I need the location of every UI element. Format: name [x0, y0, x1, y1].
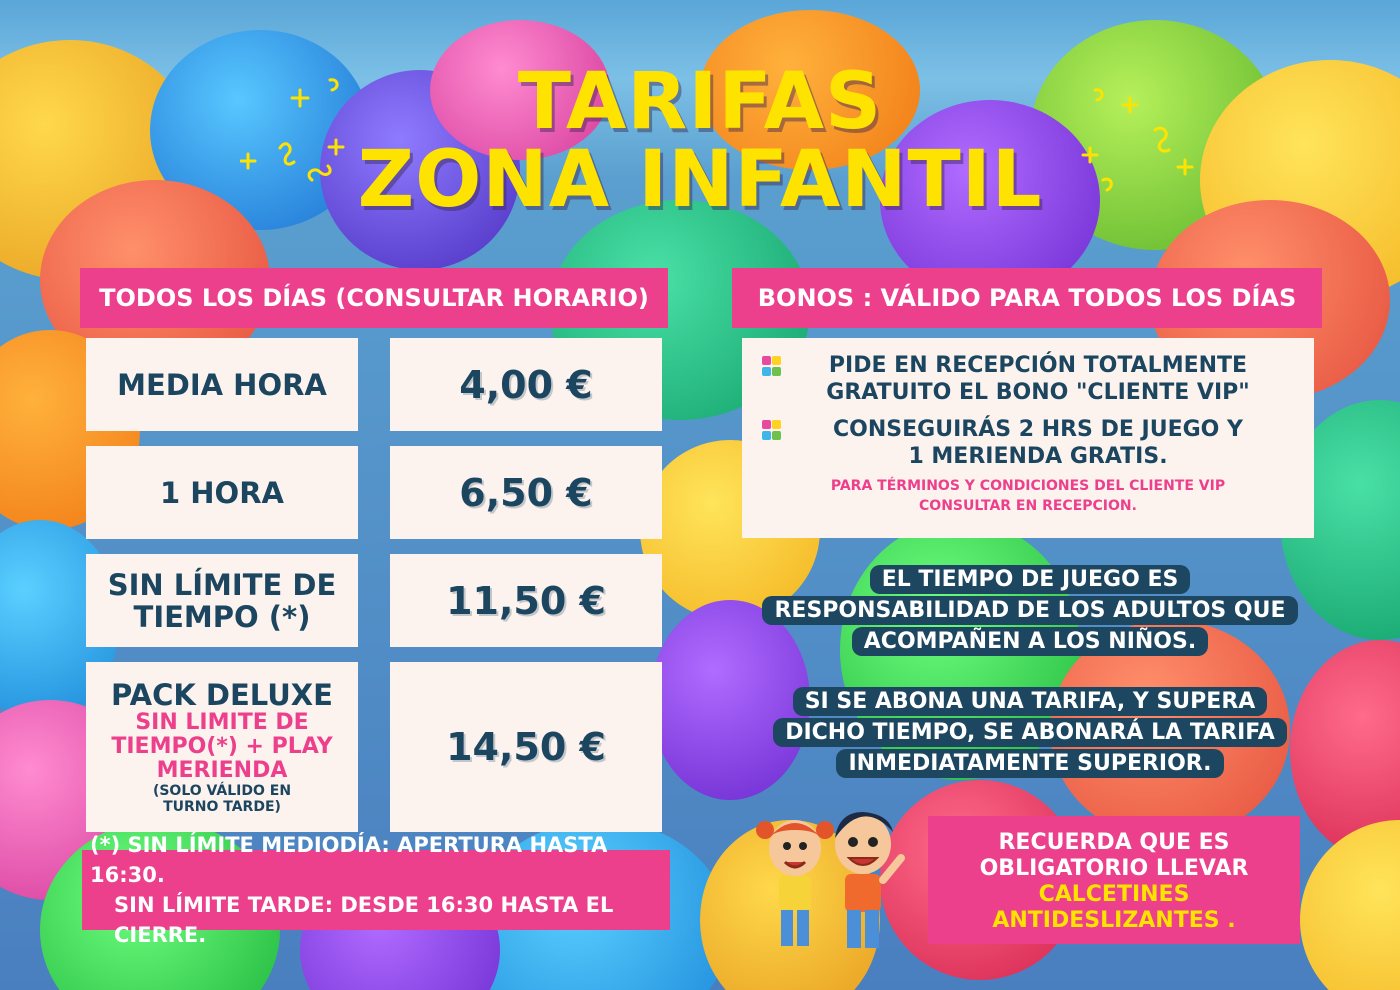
bonus-item2-line2: 1 MERIENDA GRATIS. — [908, 444, 1168, 469]
bonus-terms-line2: CONSULTAR EN RECEPCION. — [919, 498, 1137, 514]
pack-deluxe-sub-line2: TIEMPO(*) + PLAY — [111, 734, 333, 759]
rate-price-unlimited — [390, 554, 662, 647]
notice1-line2: RESPONSABILIDAD DE LOS ADULTOS QUE — [762, 596, 1297, 625]
rate-label-half-hour — [86, 338, 358, 431]
page-title-line2: ZONA INFANTIL — [357, 135, 1043, 225]
notice1-line1: EL TIEMPO DE JUEGO ES — [870, 565, 1191, 594]
notice2-line3: INMEDIATAMENTE SUPERIOR. — [836, 749, 1223, 778]
rate-label-line1: SIN LÍMITE DE — [107, 567, 337, 602]
rate-price-text: 4,00 € — [459, 362, 593, 407]
rate-label-unlimited — [86, 554, 358, 647]
rate-label-pack-deluxe — [86, 662, 358, 832]
bonus-item2-line1: CONSEGUIRÁS 2 HRS DE JUEGO Y — [833, 417, 1243, 442]
rate-price-text: 14,50 € — [446, 725, 606, 769]
kids-illustration — [745, 800, 915, 955]
rate-price-pack-deluxe — [390, 662, 662, 832]
page-title-line1: TARIFAS — [517, 57, 883, 147]
rate-price-one-hour — [390, 446, 662, 539]
pack-deluxe-note-line2: TURNO TARDE) — [163, 799, 281, 815]
bonus-item1-line1: PIDE EN RECEPCIÓN TOTALMENTE — [828, 353, 1248, 378]
pack-deluxe-sub-line3: MERIENDA — [156, 758, 288, 783]
notice1-line3: ACOMPAÑEN A LOS NIÑOS. — [852, 627, 1208, 656]
socks-reminder — [928, 816, 1300, 944]
footnote-line2: SIN LÍMITE TARDE: DESDE 16:30 HASTA EL CIERRE. — [114, 893, 614, 947]
rate-label-one-hour — [86, 446, 358, 539]
puzzle-icon — [762, 418, 782, 444]
reminder-line1: RECUERDA QUE ES — [998, 830, 1230, 855]
pack-deluxe-sub-line1: SIN LIMITE DE — [135, 710, 309, 735]
daily-rates-header: TODOS LOS DÍAS (CONSULTAR HORARIO) — [80, 268, 668, 328]
unlimited-footnote — [82, 833, 670, 947]
rate-price-half-hour — [390, 338, 662, 431]
responsibility-notice — [740, 564, 1320, 657]
reminder-line3: CALCETINES — [1038, 882, 1190, 907]
rate-label-text: MEDIA HORA — [117, 367, 327, 402]
bonus-card — [742, 338, 1314, 538]
rate-price-text: 6,50 € — [459, 470, 593, 515]
bonus-terms-line1: PARA TÉRMINOS Y CONDICIONES DEL CLIENTE VIP — [830, 478, 1226, 494]
rate-label-line2: TIEMPO (*) — [133, 599, 311, 634]
footnote-line1: (*) SIN LÍMITE MEDIODÍA: APERTURA HASTA 16:30. — [90, 833, 608, 887]
notice2-line1: SI SE ABONA UNA TARIFA, Y SUPERA — [793, 687, 1268, 716]
pack-deluxe-title: PACK DELUXE — [111, 678, 333, 712]
pack-deluxe-note-line1: (SOLO VÁLIDO EN — [152, 783, 292, 799]
bonus-item1-line2: GRATUITO EL BONO "CLIENTE VIP" — [826, 380, 1250, 405]
rate-price-text: 11,50 € — [446, 578, 606, 623]
bonus-header: BONOS : VÁLIDO PARA TODOS LOS DÍAS — [732, 268, 1322, 328]
puzzle-icon — [762, 354, 782, 380]
notice2-line2: DICHO TIEMPO, SE ABONARÁ LA TARIFA — [773, 718, 1287, 747]
reminder-line2: OBLIGATORIO LLEVAR — [979, 856, 1249, 881]
overtime-notice — [740, 686, 1320, 779]
reminder-line4: ANTIDESLIZANTES . — [992, 908, 1236, 933]
rate-label-text: 1 HORA — [160, 475, 284, 510]
